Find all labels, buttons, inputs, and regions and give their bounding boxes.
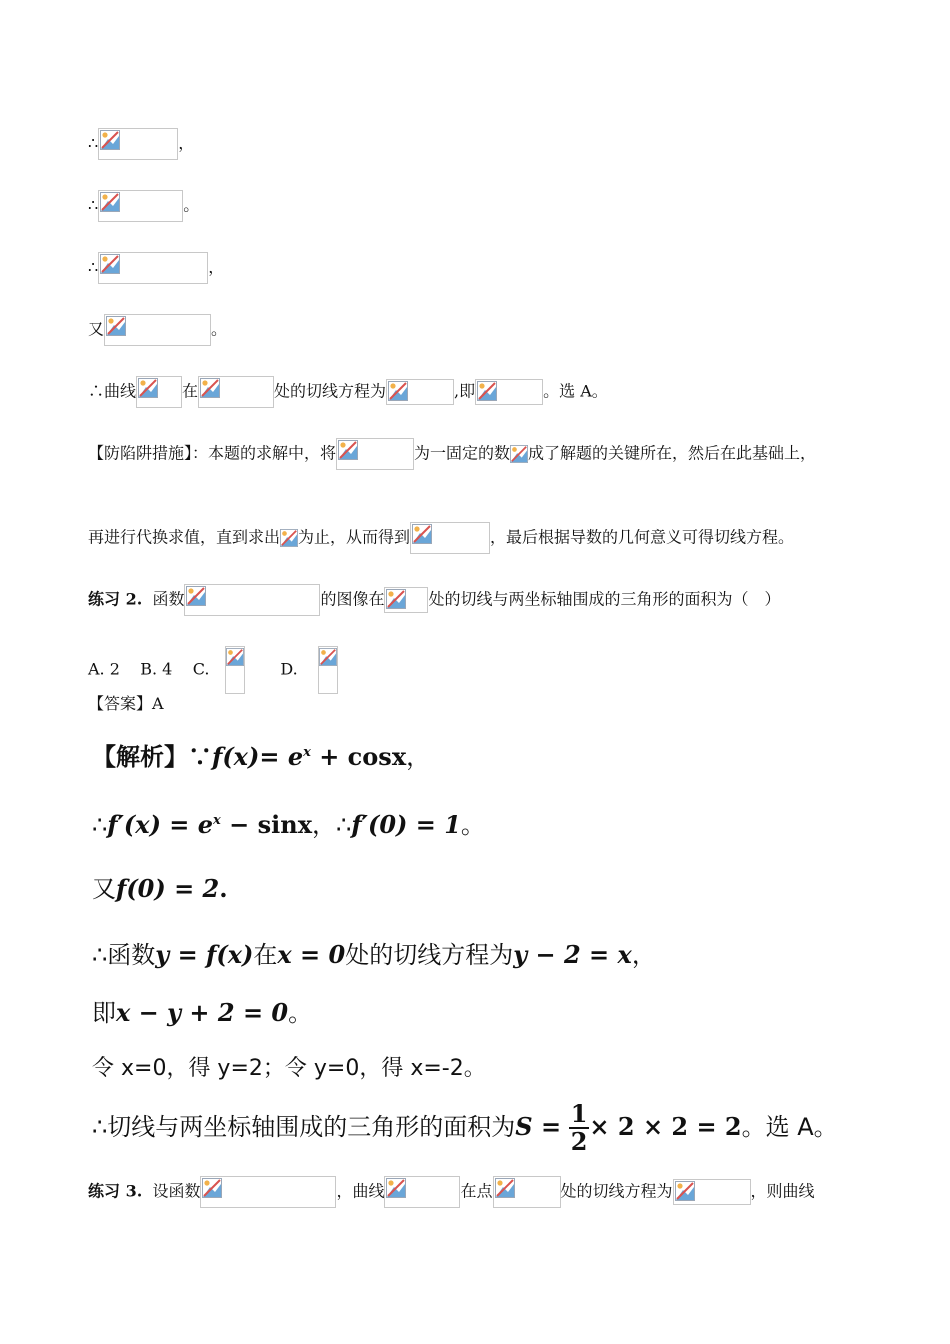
- line-2: ∴ 。: [88, 190, 199, 222]
- broken-image-icon: [136, 376, 182, 408]
- solution-line-6: 令 x=0，得 y=2；令 y=0，得 x=-2。: [92, 1056, 486, 1081]
- broken-image-icon: [98, 128, 178, 160]
- broken-image-icon: [104, 314, 211, 346]
- broken-image-icon: [384, 1176, 460, 1208]
- broken-image-icon: [98, 252, 208, 284]
- broken-image-icon: [384, 587, 428, 613]
- broken-image-icon: [184, 584, 320, 616]
- fraction: $\frac{1}{2}$: [570, 1099, 588, 1156]
- solution-line-2: ∴f′(x) = $e^x - \sin x$，∴f′(0) = 1。: [92, 810, 485, 839]
- line-7: 再进行代换求值，直到求出 为止，从而得到 ，最后根据导数的几何意义可得切线方程。: [88, 522, 794, 554]
- broken-image-icon: [386, 379, 454, 405]
- solution-line-3: 又f(0) = 2.: [92, 874, 228, 903]
- broken-image-icon: [200, 1176, 336, 1208]
- broken-image-icon: [475, 379, 543, 405]
- solution-line-5: 即x − y + 2 = 0。: [92, 998, 313, 1027]
- broken-image-icon: [336, 438, 414, 470]
- exercise-2: 练习 2. 函数 的图像在 处的切线与两坐标轴围成的三角形的面积为（ ）: [88, 584, 781, 616]
- broken-image-icon: [225, 646, 245, 694]
- broken-image-icon: [280, 528, 298, 548]
- line-1: ∴ ，: [88, 128, 194, 160]
- options-row: A. 2 B. 4 C. D.: [88, 646, 338, 694]
- broken-image-icon: [318, 646, 338, 694]
- solution-line-7: ∴切线与两坐标轴围成的三角形的面积为S = $\frac{1}{2}$ × 2 × 2 = 2。选 A。: [92, 1099, 838, 1156]
- broken-image-icon: [510, 444, 528, 464]
- line-5: ∴曲线 在 处的切线方程为 ,即 。选 A。: [88, 376, 608, 408]
- answer: 【答案】A: [88, 694, 164, 713]
- exercise-3: 练习 3. 设函数 ，曲线 在点 处的切线方程为 ，则曲线: [88, 1176, 815, 1208]
- broken-image-icon: [410, 522, 490, 554]
- broken-image-icon: [198, 376, 274, 408]
- line-4: 又 。: [88, 314, 227, 346]
- broken-image-icon: [673, 1179, 751, 1205]
- solution-line-1: 【解析】∵f(x)= $e^x + \cos x$，: [92, 742, 431, 771]
- line-3: ∴ ，: [88, 252, 224, 284]
- line-6: 【防陷阱措施】：本题的求解中，将 为一固定的数 成了解题的关键所在，然后在此基础上，: [88, 438, 816, 470]
- broken-image-icon: [98, 190, 183, 222]
- solution-line-4: ∴函数y = f(x)在x = 0处的切线方程为y − 2 = x，: [92, 940, 656, 969]
- broken-image-icon: [493, 1176, 561, 1208]
